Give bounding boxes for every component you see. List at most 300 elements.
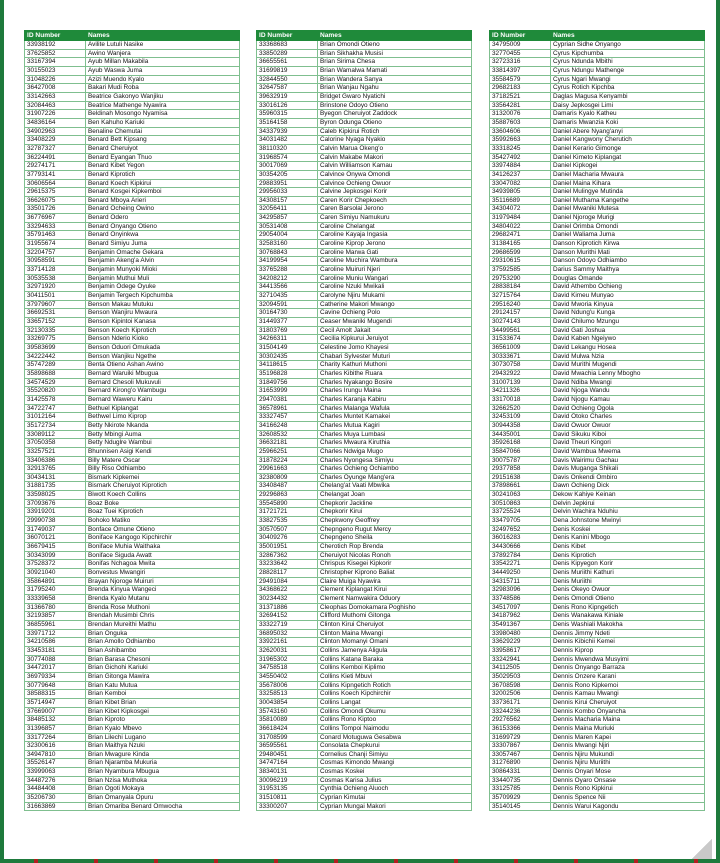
name-cell: Davis Muganga Shikali [551, 465, 705, 474]
name-cell: Caroline Chelangat [318, 222, 472, 231]
table-row [25, 343, 240, 352]
table-row [25, 335, 240, 344]
id-number-cell: 35898688 [25, 369, 86, 378]
name-cell: Ayub Waswa Juma [86, 66, 240, 75]
id-number-cell: 32971920 [25, 283, 86, 292]
id-number-cell: 33368683 [257, 41, 318, 50]
table-row [25, 41, 240, 50]
name-cell: Denis Muriithi [551, 577, 705, 586]
id-number-cell: 35001951 [257, 543, 318, 552]
table-row [490, 188, 705, 197]
table-row [490, 646, 705, 655]
name-cell: Caren Simiyu Namukuru [318, 214, 472, 223]
table-row [257, 378, 472, 387]
id-number-cell: 35714947 [25, 698, 86, 707]
id-table-3 [489, 30, 705, 811]
table-row [257, 222, 472, 231]
id-number-cell: 29470381 [257, 395, 318, 404]
table-row [490, 378, 705, 387]
table-row [490, 41, 705, 50]
name-cell: Denis Koskei [551, 525, 705, 534]
id-number-cell: 29296863 [257, 491, 318, 500]
name-cell: Caren Barsolai Jerono [318, 205, 472, 214]
table-row [25, 283, 240, 292]
name-cell: Chrispus Kisegei Kipkorir [318, 560, 472, 569]
id-number-cell: 30241063 [490, 491, 551, 500]
table-row [490, 750, 705, 759]
table-row [490, 92, 705, 101]
table-row [490, 170, 705, 179]
id-number-cell: 34487276 [25, 776, 86, 785]
id-number-cell: 33408229 [25, 136, 86, 145]
table-row [257, 742, 472, 751]
name-cell: Charles Mwaura Kiruthia [318, 439, 472, 448]
table-row [257, 629, 472, 638]
id-number-cell: 30302435 [257, 352, 318, 361]
name-cell: Beatrice Mathenge Nyawira [86, 101, 240, 110]
id-number-cell: 36561009 [490, 343, 551, 352]
id-number-cell: 34435001 [490, 430, 551, 439]
table-header-row [490, 31, 705, 41]
id-number-cell: 32380809 [257, 473, 318, 482]
id-number-cell: 33440735 [490, 776, 551, 785]
name-cell: Daniel Muthama Kangethe [551, 196, 705, 205]
name-cell: Brian Sikhakha Musisi [318, 49, 472, 58]
table-row [257, 543, 472, 552]
id-number-cell: 32300616 [25, 742, 86, 751]
id-number-cell: 36578961 [257, 404, 318, 413]
id-number-cell: 35427492 [490, 153, 551, 162]
table-row [490, 248, 705, 257]
table-row [25, 750, 240, 759]
id-number-cell: 33725524 [490, 508, 551, 517]
table-row [25, 75, 240, 84]
name-cell: Benson Oduori Omukada [86, 343, 240, 352]
table-row [257, 698, 472, 707]
table-row [257, 776, 472, 785]
table-row [257, 343, 472, 352]
names-header: Names [551, 31, 705, 41]
table-row [490, 664, 705, 673]
table-row [490, 802, 705, 811]
table-row [490, 66, 705, 75]
name-cell: Bonifas Nchagoa Mwita [86, 560, 240, 569]
table-row [257, 638, 472, 647]
table-row [490, 136, 705, 145]
id-number-cell: 33057467 [490, 750, 551, 759]
table-row [25, 517, 240, 526]
name-cell: Davis Onkendi Ombiro [551, 473, 705, 482]
id-number-cell: 34413566 [257, 283, 318, 292]
name-cell: Benard Ocheing Owino [86, 205, 240, 214]
table-row [25, 369, 240, 378]
name-cell: Cyrus Kipchumba [551, 49, 705, 58]
table-row [25, 543, 240, 552]
name-cell: Benard Simiyu Juma [86, 240, 240, 249]
name-cell: Ayub Millan Makabila [86, 58, 240, 67]
table-row [25, 690, 240, 699]
table-row [257, 49, 472, 58]
name-cell: Cavine Ochieng Polo [318, 309, 472, 318]
table-row [257, 110, 472, 119]
id-number-cell: 30779648 [25, 681, 86, 690]
table-row [257, 586, 472, 595]
id-number-cell: 33177264 [25, 733, 86, 742]
table-row [257, 482, 472, 491]
id-number-cell: 29615375 [25, 188, 86, 197]
table-row [25, 482, 240, 491]
table-row [25, 196, 240, 205]
names-header: Names [318, 31, 472, 41]
name-cell: Collins Omondi Okumu [318, 707, 472, 716]
name-cell: Calvin Williamson Kamau [318, 162, 472, 171]
name-cell: Benjamin Munyoki Mioki [86, 266, 240, 275]
table-row [490, 274, 705, 283]
id-number-cell: 30774088 [25, 655, 86, 664]
id-number-cell: 36595561 [257, 742, 318, 751]
id-number-cell: 33736171 [490, 698, 551, 707]
table-row [25, 326, 240, 335]
table-row [490, 499, 705, 508]
name-cell: Chepngeno Sheila [318, 534, 472, 543]
table-row [25, 698, 240, 707]
table-row [490, 205, 705, 214]
id-number-cell: 36070121 [25, 534, 86, 543]
id-number-cell: 30333671 [490, 352, 551, 361]
id-number-cell: 29516240 [490, 300, 551, 309]
table-row [257, 196, 472, 205]
id-number-cell: 29956033 [257, 188, 318, 197]
table-row [490, 681, 705, 690]
id-number-cell: 34304072 [490, 205, 551, 214]
table-row [25, 802, 240, 811]
name-cell: David Kaben Ngeiywo [551, 335, 705, 344]
name-cell: Cyprian Mungai Makori [318, 802, 472, 811]
table-row [490, 655, 705, 664]
column-2 [256, 30, 472, 811]
name-cell: Davis Wairimu Gachau [551, 456, 705, 465]
name-cell: Avilite Lutuli Nasike [86, 41, 240, 50]
name-cell: Dennis Maina Muriuki [551, 724, 705, 733]
table-row [257, 802, 472, 811]
name-cell: Charles Nyakango Bosire [318, 378, 472, 387]
table-row [257, 681, 472, 690]
name-cell: Betty Nduglre Wambui [86, 439, 240, 448]
table-header-row [257, 31, 472, 41]
name-cell: Denis Kibet [551, 543, 705, 552]
name-cell: Clement Namwakira Oduory [318, 595, 472, 604]
name-cell: Dennis Onyango Barraza [551, 664, 705, 673]
id-number-cell: 35864891 [25, 577, 86, 586]
name-cell: David Theuri Kingori [551, 439, 705, 448]
id-number-cell: 34187962 [490, 612, 551, 621]
table-row [490, 569, 705, 578]
name-cell: Boniface Muhia Waithaka [86, 543, 240, 552]
name-cell: Chelang'at Vaati Mbwika [318, 482, 472, 491]
table-row [25, 499, 240, 508]
name-cell: Daniel Orimba Omondi [551, 222, 705, 231]
id-number-cell: 37979607 [25, 300, 86, 309]
id-table-1 [24, 30, 240, 811]
table-row [490, 214, 705, 223]
id-number-cell: 32056411 [257, 205, 318, 214]
id-number-cell: 34295857 [257, 214, 318, 223]
id-number-header: ID Number [257, 31, 318, 41]
table-row [490, 465, 705, 474]
id-number-cell: 32608532 [257, 430, 318, 439]
name-cell: Collins Kieti Mbuvi [318, 672, 472, 681]
table-row [257, 309, 472, 318]
name-cell: Daglas Magusa Kenyambi [551, 92, 705, 101]
table-row [25, 491, 240, 500]
name-cell: Boaz Tuei Kiprotich [86, 508, 240, 517]
name-cell: Daniel Mulingye Mutinda [551, 188, 705, 197]
id-number-cell: 31721721 [257, 508, 318, 517]
id-number-cell: 30510863 [490, 499, 551, 508]
id-number-cell: 33408487 [257, 482, 318, 491]
table-row [25, 248, 240, 257]
id-number-cell: 31504149 [257, 343, 318, 352]
table-row [25, 274, 240, 283]
id-number-cell: 34031482 [257, 136, 318, 145]
name-cell: Benard Bett Kipsang [86, 136, 240, 145]
id-number-cell: 29480451 [257, 750, 318, 759]
id-number-cell: 32983096 [490, 586, 551, 595]
name-cell: Caroline Nzuki Mwikali [318, 283, 472, 292]
table-row [490, 49, 705, 58]
name-cell: Brian Kemboi [86, 690, 240, 699]
table-row [257, 404, 472, 413]
id-number-cell: 34484408 [25, 785, 86, 794]
name-cell: Collins Langat [318, 698, 472, 707]
table-row [490, 620, 705, 629]
name-cell: Bernard Kirong'o Wambugu [86, 387, 240, 396]
name-cell: Cornelius Chanji Simiyu [318, 750, 472, 759]
name-cell: Ben Kahuho Kariuki [86, 118, 240, 127]
id-number-cell: 31425578 [25, 395, 86, 404]
id-number-cell: 31007139 [490, 378, 551, 387]
id-number-header: ID Number [490, 31, 551, 41]
id-number-cell: 33657152 [25, 318, 86, 327]
name-cell: Denis Kiprotich [551, 551, 705, 560]
name-cell: Douglas Omande [551, 274, 705, 283]
id-number-cell: 29151638 [490, 473, 551, 482]
table-row [490, 525, 705, 534]
table-row [25, 292, 240, 301]
id-number-cell: 34199954 [257, 257, 318, 266]
column-3 [489, 30, 705, 811]
table-row [257, 690, 472, 699]
name-cell: Brian Wanjau Ngahu [318, 84, 472, 93]
name-cell: Dennis Rono Kipkemoi [551, 681, 705, 690]
table-row [490, 326, 705, 335]
id-number-cell: 30958591 [25, 257, 86, 266]
name-cell: Caroline Muiruri Njeri [318, 266, 472, 275]
name-cell: Calorine Nyaga Nyakio [318, 136, 472, 145]
name-cell: Charles Ochieng Ochiambo [318, 465, 472, 474]
table-row [257, 41, 472, 50]
name-cell: David Njoga Wandu [551, 387, 705, 396]
id-number-cell: 32844550 [257, 75, 318, 84]
name-cell: Dennis Mwendwa Musyimi [551, 655, 705, 664]
table-row [25, 162, 240, 171]
table-row [257, 595, 472, 604]
id-number-cell: 37050358 [25, 439, 86, 448]
table-row [257, 456, 472, 465]
name-cell: Dekow Kahiye Keinan [551, 491, 705, 500]
table-row [25, 586, 240, 595]
name-cell: David Mulwa Nzia [551, 352, 705, 361]
table-row [490, 395, 705, 404]
id-number-cell: 31795240 [25, 586, 86, 595]
id-number-cell: 32583160 [257, 240, 318, 249]
id-number-cell: 34118615 [257, 361, 318, 370]
name-cell: Bonvestus Mwangiri [86, 569, 240, 578]
table-row [25, 569, 240, 578]
name-cell: Brian Omanyala Opuru [86, 794, 240, 803]
name-cell: Dennis Onyari Mose [551, 768, 705, 777]
table-row [257, 620, 472, 629]
name-cell: Benard Koech Kipkirui [86, 179, 240, 188]
table-row [257, 612, 472, 621]
id-number-cell: 32723316 [490, 58, 551, 67]
table-row [25, 421, 240, 430]
table-row [257, 205, 472, 214]
id-number-cell: 36776967 [25, 214, 86, 223]
name-cell: Denis Okeyo Owuor [551, 586, 705, 595]
id-number-cell: 33327457 [257, 413, 318, 422]
id-number-cell: 34574529 [25, 378, 86, 387]
id-number-cell: 33125785 [490, 785, 551, 794]
id-number-cell: 32094591 [257, 300, 318, 309]
id-number-cell: 32770455 [490, 49, 551, 58]
id-number-cell: 33142663 [25, 92, 86, 101]
name-cell: Benard Kosgei Kipkemboi [86, 188, 240, 197]
name-cell: Dawn Ochieng Dick [551, 482, 705, 491]
table-row [257, 283, 472, 292]
table-row [25, 101, 240, 110]
name-cell: Damaris Kyalo Katheu [551, 110, 705, 119]
name-cell: Carolyne Njiru Mukami [318, 292, 472, 301]
id-number-cell: 31699729 [490, 733, 551, 742]
id-number-cell: 32193857 [25, 612, 86, 621]
table-row [257, 508, 472, 517]
id-number-cell: 34836164 [25, 118, 86, 127]
id-number-cell: 34266311 [257, 335, 318, 344]
name-cell: Bethuel Kiplangat [86, 404, 240, 413]
name-cell: Caren Korir Chepkoech [318, 196, 472, 205]
name-cell: Benson Koech Kiprotich [86, 326, 240, 335]
table-row [490, 768, 705, 777]
name-cell: David Mworia Kinyua [551, 300, 705, 309]
table-row [490, 534, 705, 543]
id-number-cell: 34939805 [490, 188, 551, 197]
id-number-cell: 35678006 [257, 681, 318, 690]
id-number-cell: 33307867 [490, 742, 551, 751]
id-number-cell: 33748586 [490, 595, 551, 604]
name-cell: Collins Kipngetich Rotich [318, 681, 472, 690]
name-cell: Brendan Mureithi Mathu [86, 620, 240, 629]
id-number-cell: 31449377 [257, 318, 318, 327]
id-number-cell: 33765288 [257, 266, 318, 275]
table-header-row [25, 31, 240, 41]
name-cell: Catherine Makori Mwango [318, 300, 472, 309]
id-number-cell: 34315711 [490, 577, 551, 586]
name-cell: Dennis Warui Kagondu [551, 802, 705, 811]
name-cell: Danson Murithi Mati [551, 248, 705, 257]
id-number-cell: 32913765 [25, 465, 86, 474]
name-cell: Brian Omariba Benard Omwocha [86, 802, 240, 811]
table-row [490, 240, 705, 249]
id-number-cell: 31878224 [257, 456, 318, 465]
table-row [490, 404, 705, 413]
table-row [25, 629, 240, 638]
name-cell: Boniface Siguda Awatt [86, 551, 240, 560]
id-number-cell: 36692531 [25, 309, 86, 318]
id-number-cell: 30234432 [257, 595, 318, 604]
name-cell: Benson Kipintoi Kanasa [86, 318, 240, 327]
id-number-cell: 34747164 [257, 759, 318, 768]
name-cell: Brian Sirima Chesa [318, 58, 472, 67]
name-cell: Brian Gichohi Kariuki [86, 664, 240, 673]
id-number-cell: 34499561 [490, 326, 551, 335]
table-row [257, 84, 472, 93]
id-number-cell: 36655561 [257, 58, 318, 67]
id-number-cell: 31396857 [25, 724, 86, 733]
id-number-cell: 36979334 [25, 672, 86, 681]
id-number-cell: 39632919 [257, 92, 318, 101]
name-cell: Benard Mboya Arieri [86, 196, 240, 205]
name-cell: Clinton Momanyi Omani [318, 638, 472, 647]
table-row [25, 794, 240, 803]
id-number-cell: 33999063 [25, 768, 86, 777]
table-row [257, 188, 472, 197]
table-row [490, 369, 705, 378]
name-cell: Benard Kibet Yegon [86, 162, 240, 171]
id-number-cell: 36626075 [25, 196, 86, 205]
id-number-cell: 35520820 [25, 387, 86, 396]
name-cell: Beldinah Mosongo Nyamisa [86, 110, 240, 119]
name-cell: Dennis Kibichii Kemei [551, 638, 705, 647]
name-cell: Charles Ndwiga Mugo [318, 447, 472, 456]
name-cell: Dennis Jimmy Ndeti [551, 629, 705, 638]
id-number-cell: 30274143 [490, 318, 551, 327]
table-row [490, 292, 705, 301]
name-cell: Cyrus Ndunda Mbithi [551, 58, 705, 67]
name-cell: Dennis Njiru Muriithi [551, 759, 705, 768]
id-number-cell: 32715764 [490, 292, 551, 301]
table-row [257, 794, 472, 803]
table-row [490, 439, 705, 448]
id-number-header: ID Number [25, 31, 86, 41]
table-row [490, 387, 705, 396]
table-row [257, 465, 472, 474]
name-cell: Cyprian Sidhe Onyango [551, 41, 705, 50]
table-row [257, 724, 472, 733]
name-cell: Brian Lilechi Lugano [86, 733, 240, 742]
name-cell: Collins Katana Baraka [318, 655, 472, 664]
id-number-cell: 33850289 [257, 49, 318, 58]
table-row [25, 560, 240, 569]
id-number-cell: 33170018 [490, 395, 551, 404]
table-row [25, 84, 240, 93]
name-cell: Brian Gitonga Mawira [86, 672, 240, 681]
table-row [257, 499, 472, 508]
id-number-cell: 34222442 [25, 352, 86, 361]
id-number-cell: 35029503 [490, 672, 551, 681]
name-cell: Chabari Sylvester Muturi [318, 352, 472, 361]
table-row [490, 84, 705, 93]
